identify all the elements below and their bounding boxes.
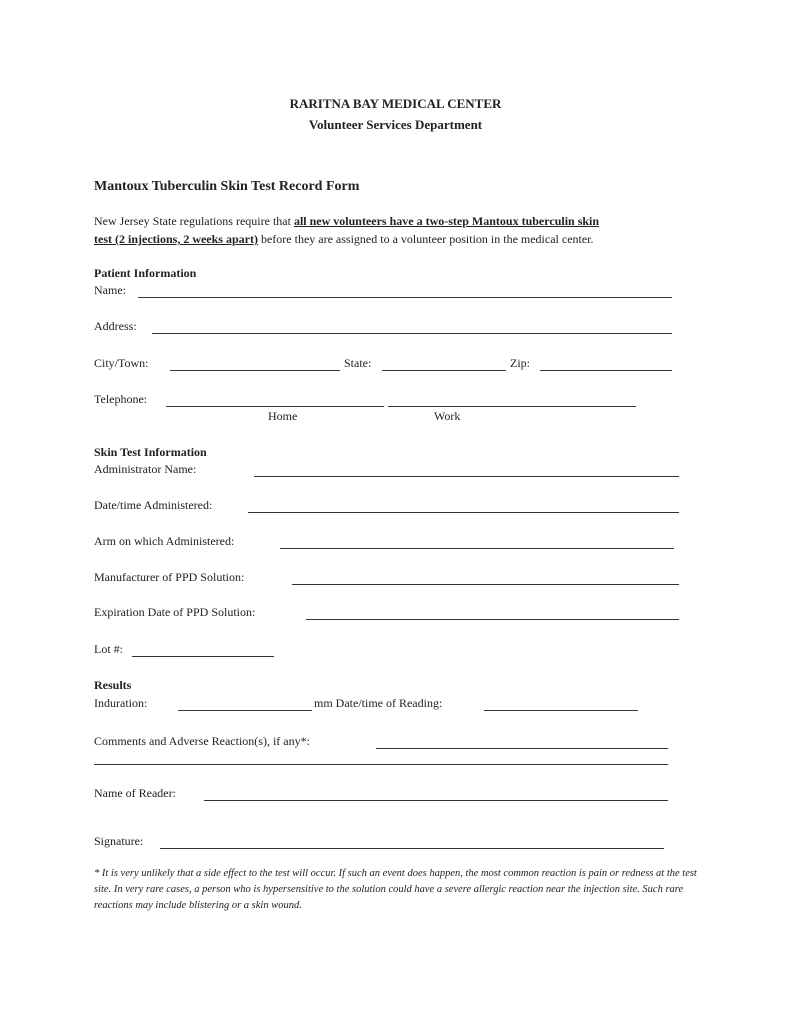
- city-field[interactable]: [170, 370, 340, 371]
- admin-name-field[interactable]: [254, 476, 679, 477]
- home-label: Home: [268, 409, 298, 423]
- form-title: Mantoux Tuberculin Skin Test Record Form: [94, 179, 360, 194]
- intro-text-2: before they are assigned to a volunteer position in the medical center.: [257, 232, 594, 246]
- comments-field-line-2[interactable]: [94, 764, 668, 765]
- telephone-label: Telephone:: [94, 392, 148, 406]
- signature-field[interactable]: [160, 848, 664, 849]
- reader-label: Name of Reader:: [94, 786, 176, 800]
- comments-label: Comments and Adverse Reaction(s), if any*:: [94, 734, 310, 748]
- intro-emphasis-2: test (2 injections, 2 weeks apart): [94, 232, 258, 246]
- admin-name-label: Administrator Name:: [94, 462, 197, 476]
- lot-label: Lot #:: [94, 642, 123, 656]
- induration-field[interactable]: [178, 710, 312, 711]
- intro-line-2: [94, 232, 594, 247]
- address-label: Address:: [94, 319, 137, 333]
- manufacturer-label: Manufacturer of PPD Solution:: [94, 570, 245, 584]
- state-field[interactable]: [382, 370, 506, 371]
- comments-field[interactable]: [376, 748, 668, 749]
- reader-field[interactable]: [204, 800, 668, 801]
- arm-label: Arm on which Administered:: [94, 534, 235, 548]
- signature-label: Signature:: [94, 834, 144, 848]
- zip-field[interactable]: [540, 370, 672, 371]
- home-phone-field[interactable]: [166, 406, 384, 407]
- skin-test-heading: Skin Test Information: [94, 445, 207, 459]
- address-field[interactable]: [152, 333, 672, 334]
- expiration-label: Expiration Date of PPD Solution:: [94, 605, 256, 619]
- manufacturer-field[interactable]: [292, 584, 679, 585]
- org-name: RARITNA BAY MEDICAL CENTER: [289, 96, 502, 111]
- intro-emphasis-1: all new volunteers have a two-step Mantoux tuberculin skin: [293, 214, 600, 228]
- date-admin-field[interactable]: [248, 512, 679, 513]
- expiration-field[interactable]: [306, 619, 679, 620]
- lot-field[interactable]: [132, 656, 274, 657]
- name-label: Name:: [94, 283, 126, 297]
- date-admin-label: Date/time Administered:: [94, 498, 213, 512]
- department-name: Volunteer Services Department: [308, 117, 483, 132]
- zip-label: Zip:: [510, 356, 530, 370]
- city-label: City/Town:: [94, 356, 149, 370]
- induration-label: Induration:: [94, 696, 148, 710]
- results-heading: Results: [94, 678, 132, 692]
- reading-date-field[interactable]: [484, 710, 638, 711]
- patient-info-heading: Patient Information: [94, 266, 197, 280]
- name-field[interactable]: [138, 297, 672, 298]
- state-label: State:: [344, 356, 372, 370]
- work-label: Work: [434, 409, 461, 423]
- mm-date-label: mm Date/time of Reading:: [314, 696, 443, 710]
- intro-text-1: New Jersey State regulations require that: [94, 214, 294, 228]
- footnote: * It is very unlikely that a side effect to the test will occur. If such an event does happen, the most common reaction is pain or redness at the test site. In very rare cases, a person who is hypersensitive to the solution could have a severe allergic reaction near the injection site. Such rare reactions may include blistering or a skin wound.: [94, 868, 697, 911]
- work-phone-field[interactable]: [388, 406, 636, 407]
- arm-field[interactable]: [280, 548, 674, 549]
- intro-line-1: [94, 214, 599, 229]
